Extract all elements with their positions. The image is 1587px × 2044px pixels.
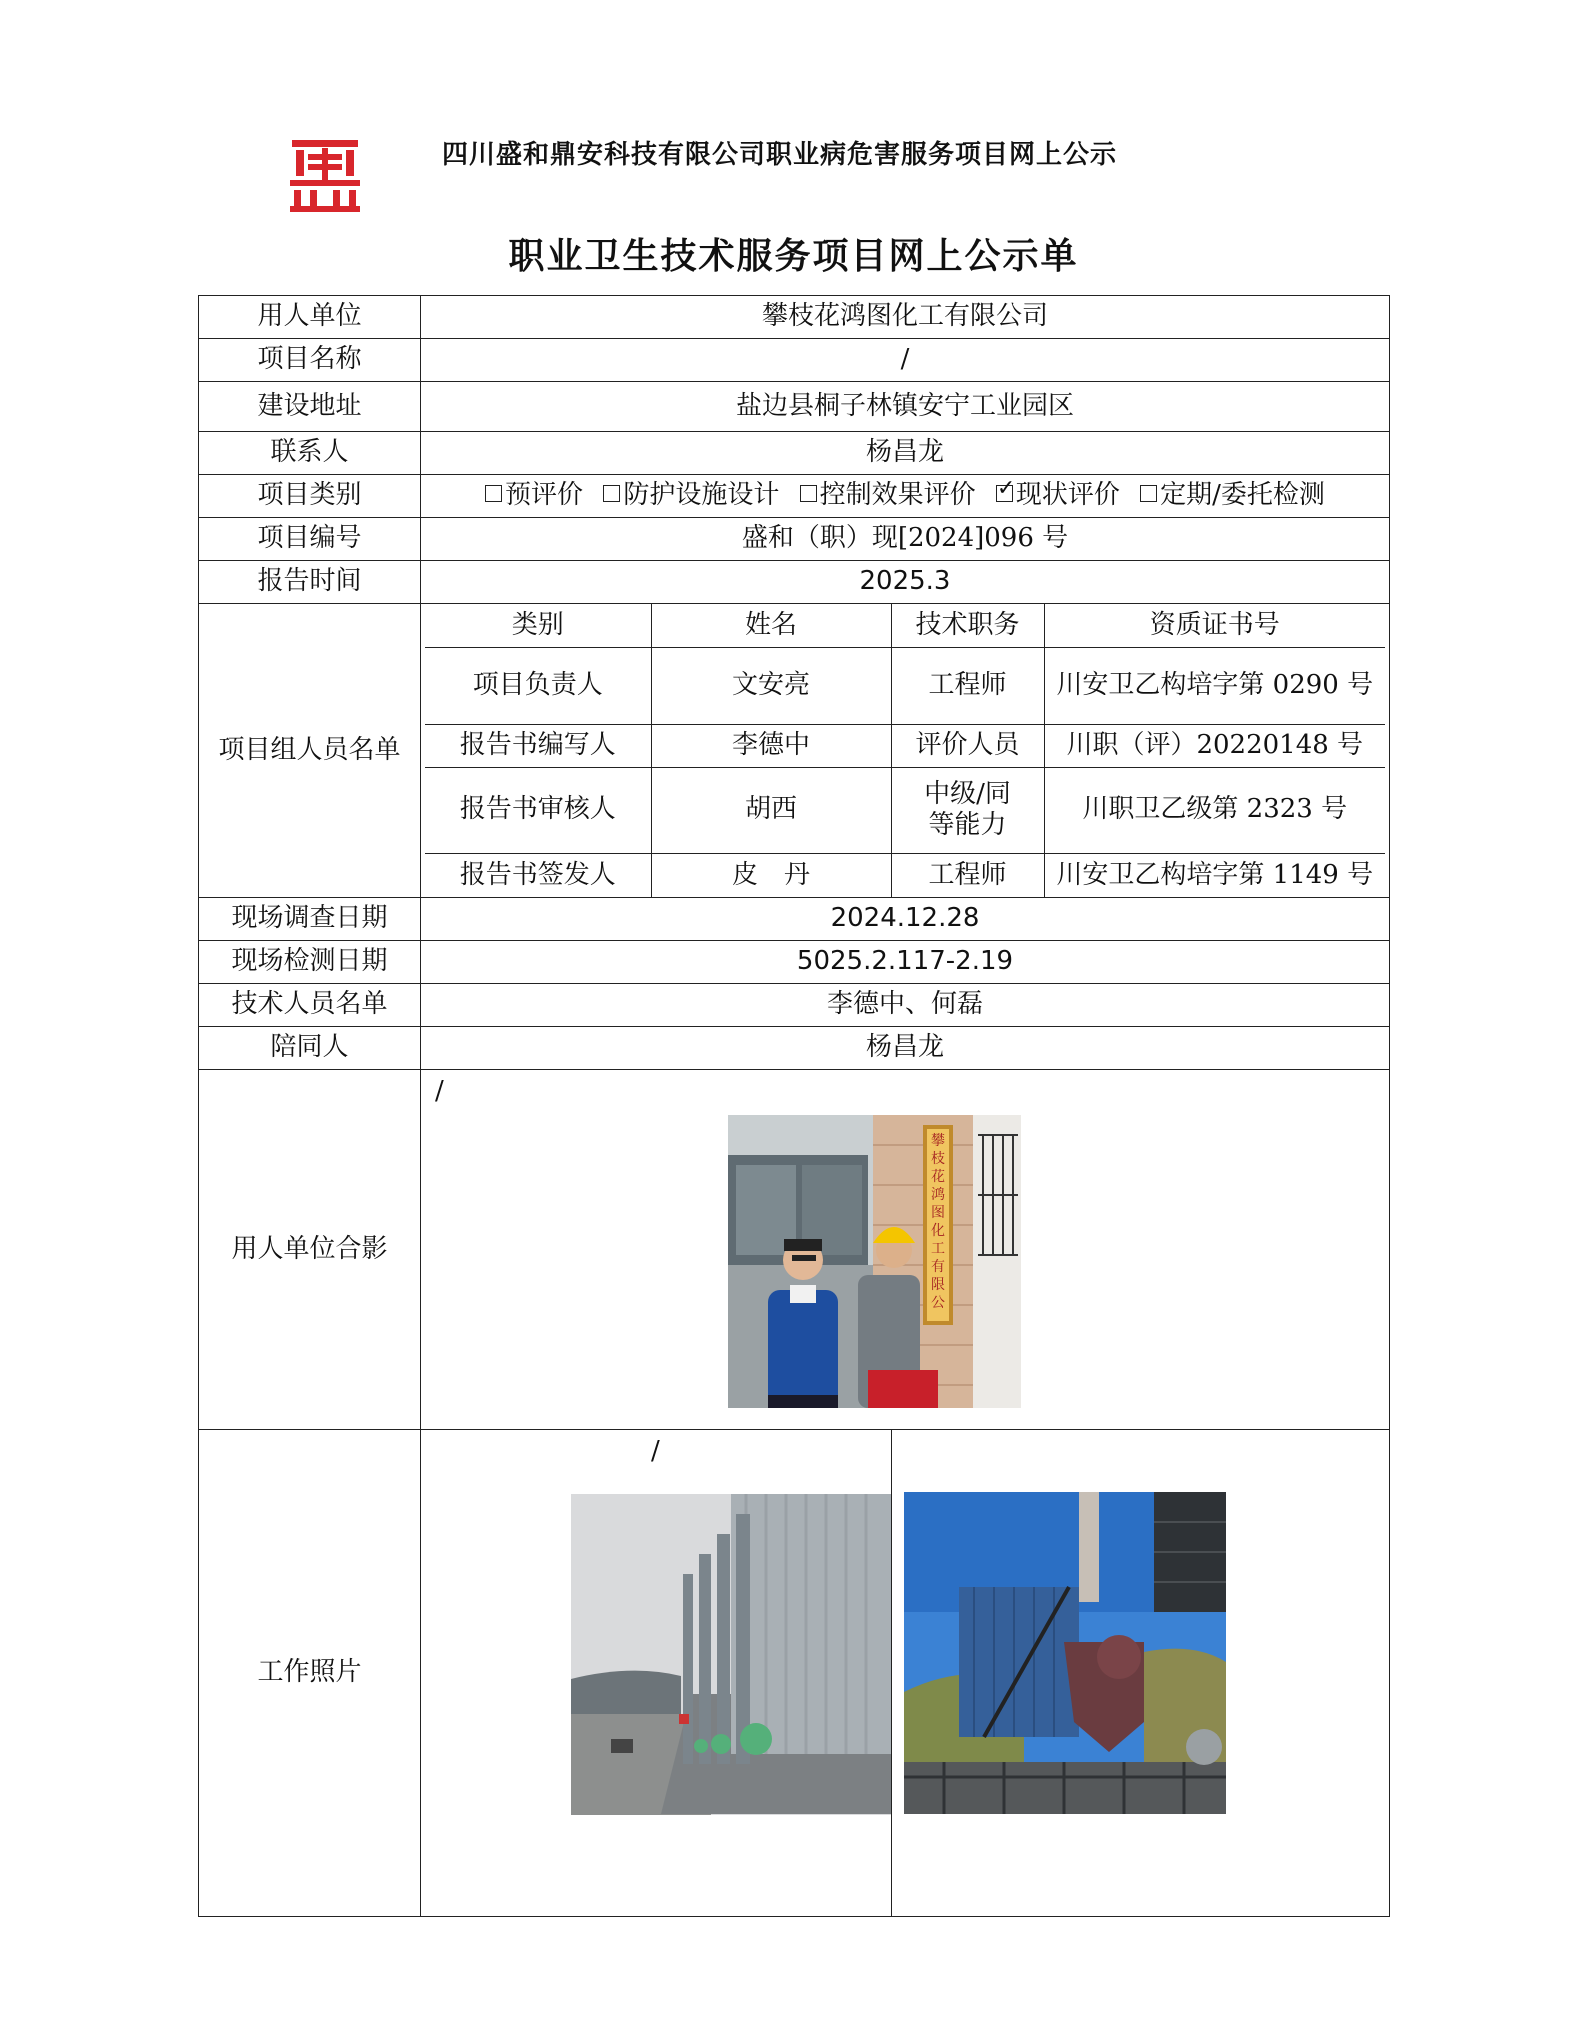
row-report-time <box>199 561 1390 604</box>
form-title: 职业卫生技术服务项目网上公示单 <box>508 235 1079 277</box>
team-title: 工程师 <box>891 853 1044 897</box>
technicians-label: 技术人员名单 <box>199 984 421 1027</box>
checked-checkbox-icon <box>996 485 1013 502</box>
work-photos-cell <box>421 1430 1390 1917</box>
project-type-option <box>1140 480 1325 510</box>
report-time-label: 报告时间 <box>199 561 421 604</box>
row-work-photos <box>199 1430 1390 1917</box>
team-role: 报告书编写人 <box>425 724 651 767</box>
company-header-title: 四川盛和鼎安科技有限公司职业病危害服务项目网上公示 <box>442 140 1118 170</box>
technicians-value: 李德中、何磊 <box>421 984 1390 1027</box>
publicity-form-table <box>198 295 1390 1917</box>
contact-value: 杨昌龙 <box>421 432 1390 475</box>
row-test-date <box>199 941 1390 984</box>
project-type-label: 项目类别 <box>199 475 421 518</box>
group-photo <box>728 1115 1021 1408</box>
project-type-options <box>421 475 1390 518</box>
row-technicians <box>199 984 1390 1027</box>
project-type-option <box>800 480 976 510</box>
team-role: 报告书签发人 <box>425 853 651 897</box>
employer-value: 攀枝花鸿图化工有限公司 <box>421 296 1390 339</box>
row-survey-date <box>199 898 1390 941</box>
table-row <box>425 767 1385 853</box>
team-certificate: 川职（评）20220148 号 <box>1044 724 1385 767</box>
group-photo-label: 用人单位合影 <box>199 1070 421 1430</box>
row-group-photo <box>199 1070 1390 1430</box>
team-name: 皮 丹 <box>651 853 891 897</box>
team-name: 胡西 <box>651 767 891 853</box>
work-photos-label: 工作照片 <box>199 1430 421 1917</box>
work-photo-dust-collectors <box>571 1494 891 1815</box>
option-label: 防护设施设计 <box>623 480 780 511</box>
project-no-label: 项目编号 <box>199 518 421 561</box>
row-project-no <box>199 518 1390 561</box>
sign-text: 攀枝花鸿图化工有限公 <box>931 1133 945 1311</box>
checkbox-icon <box>485 485 502 502</box>
project-no-value: 盛和（职）现[2024]096 号 <box>421 518 1390 561</box>
team-role: 报告书审核人 <box>425 767 651 853</box>
project-type-option <box>603 480 779 510</box>
checkbox-icon <box>603 485 620 502</box>
row-contact <box>199 432 1390 475</box>
row-escort <box>199 1027 1390 1070</box>
team-label: 项目组人员名单 <box>199 604 421 898</box>
group-photo-note: / <box>435 1076 444 1106</box>
row-team <box>199 604 1390 898</box>
survey-date-value: 2024.12.28 <box>421 898 1390 941</box>
team-table <box>425 604 1385 897</box>
escort-label: 陪同人 <box>199 1027 421 1070</box>
test-date-value: 5025.2.117-2.19 <box>421 941 1390 984</box>
team-name: 文安亮 <box>651 647 891 724</box>
project-name-value: / <box>421 339 1390 382</box>
report-time-value: 2025.3 <box>421 561 1390 604</box>
team-header-row <box>425 604 1385 647</box>
team-header: 姓名 <box>651 604 891 647</box>
team-title: 工程师 <box>891 647 1044 724</box>
work-photos-row <box>425 1430 1385 1916</box>
work-photo-stack-and-cyclone <box>904 1492 1226 1814</box>
work-photo-cell-right <box>891 1430 1385 1916</box>
option-label: 现状评价 <box>1015 480 1120 511</box>
team-certificate: 川职卫乙级第 2323 号 <box>1044 767 1385 853</box>
project-name-label: 项目名称 <box>199 339 421 382</box>
option-label: 预评价 <box>505 480 584 511</box>
team-certificate: 川安卫乙构培字第 0290 号 <box>1044 647 1385 724</box>
team-header: 资质证书号 <box>1044 604 1385 647</box>
row-project-type <box>199 475 1390 518</box>
row-employer <box>199 296 1390 339</box>
address-label: 建设地址 <box>199 382 421 432</box>
row-address <box>199 382 1390 432</box>
option-label: 控制效果评价 <box>819 480 976 511</box>
address-value: 盐边县桐子林镇安宁工业园区 <box>421 382 1390 432</box>
project-type-option <box>485 480 583 510</box>
table-row <box>425 724 1385 767</box>
test-date-label: 现场检测日期 <box>199 941 421 984</box>
table-row <box>425 647 1385 724</box>
company-logo <box>286 136 364 214</box>
team-certificate: 川安卫乙构培字第 1149 号 <box>1044 853 1385 897</box>
employer-label: 用人单位 <box>199 296 421 339</box>
team-header: 类别 <box>425 604 651 647</box>
contact-label: 联系人 <box>199 432 421 475</box>
table-row <box>425 853 1385 897</box>
team-cell <box>421 604 1390 898</box>
option-label: 定期/委托检测 <box>1160 480 1325 511</box>
escort-value: 杨昌龙 <box>421 1027 1390 1070</box>
work-photo-cell-left <box>425 1430 891 1916</box>
group-photo-cell <box>421 1070 1390 1430</box>
survey-date-label: 现场调查日期 <box>199 898 421 941</box>
project-type-option <box>996 480 1120 510</box>
row-project-name <box>199 339 1390 382</box>
team-title: 中级/同等能力 <box>891 767 1044 853</box>
work-photo-note: / <box>651 1436 660 1466</box>
team-role: 项目负责人 <box>425 647 651 724</box>
work-photos-table <box>425 1430 1385 1916</box>
checkbox-icon <box>1140 485 1157 502</box>
team-name: 李德中 <box>651 724 891 767</box>
team-header: 技术职务 <box>891 604 1044 647</box>
team-title: 评价人员 <box>891 724 1044 767</box>
checkbox-icon <box>800 485 817 502</box>
